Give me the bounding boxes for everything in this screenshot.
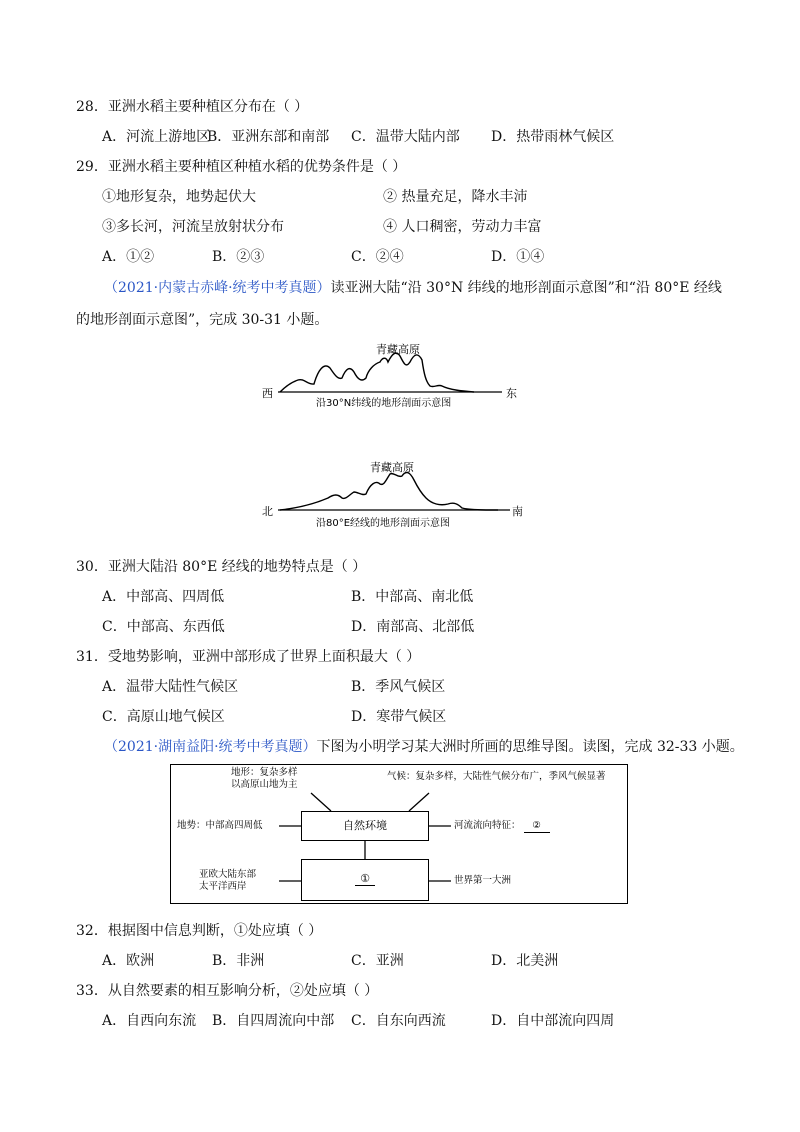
q31-option-b: B．季风气候区 (351, 679, 446, 695)
south-label: 南 (512, 505, 523, 518)
intro-32-33 (104, 738, 744, 756)
q29-condition-4: ④ 人口稠密，劳动力丰富 (383, 219, 542, 235)
river-text: 河流流向特征： (454, 820, 521, 831)
fig1-caption: 沿30°N纬线的地形剖面示意图 (316, 398, 452, 409)
terrain-profile (280, 353, 474, 392)
north-label: 北 (262, 505, 273, 518)
q28-option-d: D．热带雨林气候区 (491, 129, 615, 145)
q31-stem: 31．受地势影响，亚洲中部形成了世界上面积最大（ ） (76, 649, 421, 665)
source-label: （2021·内蒙古赤峰·统考中考真题） (104, 280, 331, 296)
continent-blank: ① (355, 873, 375, 886)
q32-stem: 32．根据图中信息判断，①处应填（ ） (76, 923, 323, 939)
q28-option-b: B．亚洲东部和南部 (207, 129, 330, 145)
q29-option-d: D．①④ (491, 249, 545, 265)
q31-option-c: C．高原山地气候区 (102, 709, 225, 725)
source-label: （2021·湖南益阳·统考中考真题） (104, 739, 317, 755)
intro-30-31-line2: 的地形剖面示意图”，完成 30-31 小题。 (76, 312, 329, 328)
profile-30n-figure (258, 340, 528, 420)
q29-option-b: B．②③ (212, 249, 265, 265)
intro-text: 读亚洲大陆“沿 30°N 纬线的地形剖面示意图”和“沿 80°E 经线 (330, 280, 722, 296)
largest-label: 世界第一大洲 (454, 875, 512, 886)
q33-option-b: B．自四周流向中部 (212, 1013, 335, 1029)
q28-option-c: C．温带大陆内部 (351, 129, 460, 145)
q29-stem: 29．亚洲水稻主要种植区种植水稻的优势条件是（ ） (76, 159, 407, 175)
intro-30-31 (104, 279, 722, 297)
q29-option-a: A．①② (102, 249, 155, 265)
q32-option-a: A．欧洲 (102, 953, 155, 969)
river-label (454, 820, 550, 833)
q30-option-d: D．南部高、北部低 (351, 619, 475, 635)
q33-option-d: D．自中部流向四周 (491, 1013, 615, 1029)
q29-option-c: C．②④ (351, 249, 404, 265)
q32-option-b: B．非洲 (212, 953, 265, 969)
q33-option-c: C．自东向西流 (351, 1013, 446, 1029)
location-label-1: 亚欧大陆东部 (199, 869, 257, 880)
peak-label: 青藏高原 (376, 343, 420, 356)
peak-label: 青藏高原 (370, 461, 414, 474)
climate-label: 气候：复杂多样，大陆性气候分布广，季风气候显著 (387, 771, 606, 782)
q30-option-a: A．中部高、四周低 (102, 589, 225, 605)
terrain-label-1: 地形：复杂多样 (231, 767, 298, 778)
natural-environment-box (301, 811, 429, 841)
river-blank: ② (524, 820, 550, 833)
terrain-profile (280, 473, 498, 510)
q30-option-b: B．中部高、南北低 (351, 589, 474, 605)
location-label-2: 太平洋西岸 (199, 881, 247, 892)
q32-option-c: C．亚洲 (351, 953, 404, 969)
q30-stem: 30．亚洲大陆沿 80°E 经线的地势特点是（ ） (76, 559, 367, 575)
q31-option-d: D．寒带气候区 (351, 709, 447, 725)
terrain-label-2: 以高原山地为主 (231, 779, 298, 790)
q29-condition-3: ③多长河，河流呈放射状分布 (102, 219, 284, 235)
fig2-caption: 沿80°E经线的地形剖面示意图 (316, 518, 451, 529)
q32-option-d: D．北美洲 (491, 953, 559, 969)
q28-stem: 28．亚洲水稻主要种植区分布在（ ） (76, 99, 309, 115)
q28-option-a: A．河流上游地区 (102, 129, 211, 145)
q31-option-a: A．温带大陆性气候区 (102, 679, 239, 695)
q30-option-c: C．中部高、东西低 (102, 619, 225, 635)
q29-condition-2: ② 热量充足，降水丰沛 (383, 189, 528, 205)
q29-condition-1: ①地形复杂，地势起伏大 (102, 189, 256, 205)
west-label: 西 (262, 387, 273, 400)
center-label: 自然环境 (343, 819, 387, 832)
mind-map (170, 764, 628, 904)
intro-text: 下图为小明学习某大洲时所画的思维导图。读图，完成 32-33 小题。 (316, 739, 744, 755)
q33-stem: 33．从自然要素的相互影响分析，②处应填（ ） (76, 983, 379, 999)
q33-option-a: A．自西向东流 (102, 1013, 197, 1029)
profile-80e-figure (258, 458, 528, 538)
east-label: 东 (506, 387, 517, 400)
continent-box (301, 859, 429, 901)
relief-label: 地势：中部高四周低 (177, 820, 263, 831)
